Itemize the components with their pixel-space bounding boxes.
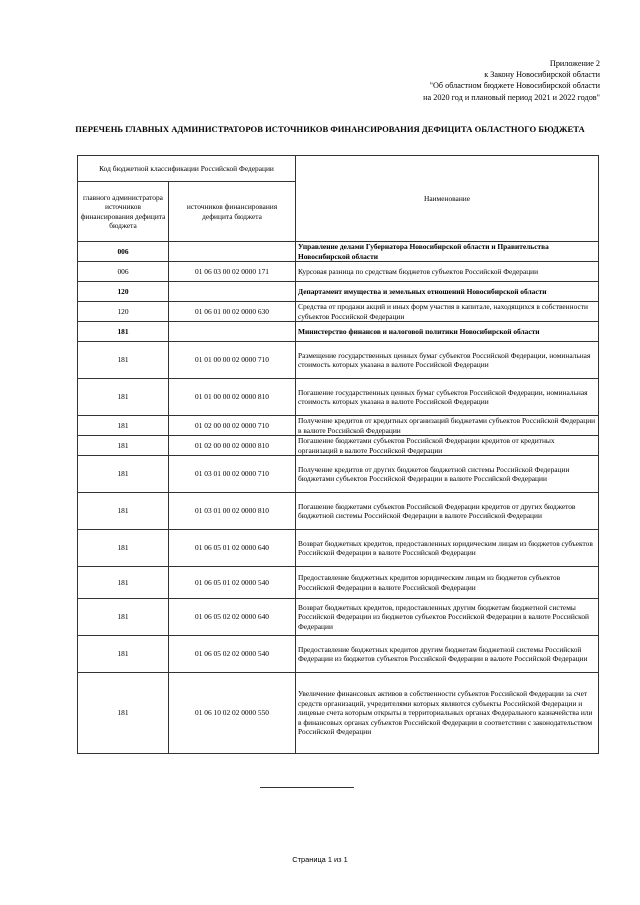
source-code-cell: 01 01 00 00 02 0000 810 <box>169 379 296 416</box>
admin-code-cell: 181 <box>78 599 169 636</box>
header-group: Код бюджетной классификации Российской Федерации <box>78 156 296 182</box>
source-code-cell <box>169 322 296 342</box>
source-code-cell: 01 06 05 02 02 0000 640 <box>169 599 296 636</box>
appendix-line: к Закону Новосибирской области <box>484 70 600 80</box>
name-cell: Министерство финансов и налоговой политики Новосибирской области <box>296 322 599 342</box>
source-code-cell: 01 06 05 01 02 0000 540 <box>169 567 296 599</box>
table-row <box>78 567 599 599</box>
admin-code-cell: 181 <box>78 456 169 493</box>
name-cell: Возврат бюджетных кредитов, предоставленных юридическим лицам из бюджетов субъектов Российской Федерации в валюте Российской Федерации <box>296 530 599 567</box>
appendix-line: Приложение 2 <box>549 59 600 68</box>
admin-code-cell: 006 <box>78 242 169 262</box>
admin-code-cell: 181 <box>78 379 169 416</box>
source-code-cell: 01 06 05 02 02 0000 540 <box>169 636 296 673</box>
admin-code-cell: 181 <box>78 567 169 599</box>
name-cell: Получение кредитов от кредитных организаций бюджетами субъектов Российской Федерации в валюте Российской Федерации <box>296 416 599 436</box>
source-code-cell <box>169 282 296 302</box>
name-cell: Возврат бюджетных кредитов, предоставленных другим бюджетам бюджетной системы Российской Федерации из бюджетов субъектов Российской Федерации в валюте Российской Федерации <box>296 599 599 636</box>
table-row <box>78 436 599 456</box>
source-code-cell <box>169 242 296 262</box>
table-row <box>78 242 599 262</box>
name-cell: Погашение бюджетами субъектов Российской Федерации кредитов от других бюджетов бюджетной системы Российской Федерации в валюте Российской Федерации <box>296 493 599 530</box>
name-cell: Управление делами Губернатора Новосибирской области и Правительства Новосибирской области <box>296 242 599 262</box>
source-code-cell: 01 06 05 01 02 0000 640 <box>169 530 296 567</box>
table-row <box>78 282 599 302</box>
admin-code-cell: 181 <box>78 530 169 567</box>
name-cell: Погашение бюджетами субъектов Российской Федерации кредитов от кредитных организаций в валюте Российской Федерации <box>296 436 599 456</box>
footer-divider <box>260 787 354 788</box>
source-code-cell: 01 02 00 00 02 0000 810 <box>169 436 296 456</box>
name-cell: Получение кредитов от других бюджетов бюджетной системы Российской Федерации бюджетами субъектов Российской Федерации в валюте Российской Федерации <box>296 456 599 493</box>
admin-code-cell: 181 <box>78 673 169 754</box>
table-row <box>78 673 599 754</box>
table-row <box>78 530 599 567</box>
admin-code-cell: 120 <box>78 282 169 302</box>
administrators-table <box>77 155 599 754</box>
appendix-line: на 2020 год и плановый период 2021 и 2022 годов" <box>423 92 600 102</box>
name-cell: Средства от продажи акций и иных форм участия в капитале, находящихся в собственности субъектов Российской Федерации <box>296 302 599 322</box>
table-row <box>78 416 599 436</box>
source-code-cell: 01 06 01 00 02 0000 630 <box>169 302 296 322</box>
document-title: ПЕРЕЧЕНЬ ГЛАВНЫХ АДМИНИСТРАТОРОВ ИСТОЧНИКОВ ФИНАНСИРОВАНИЯ ДЕФИЦИТА ОБЛАСТНОГО БЮДЖЕТА <box>75 124 585 134</box>
admin-code-cell: 181 <box>78 416 169 436</box>
header-name: Наименование <box>296 156 599 242</box>
table-row <box>78 262 599 282</box>
header-admin: главного администратора источников финансирования дефицита бюджета <box>78 182 169 242</box>
admin-code-cell: 181 <box>78 636 169 673</box>
admin-code-cell: 120 <box>78 302 169 322</box>
source-code-cell: 01 02 00 00 02 0000 710 <box>169 416 296 436</box>
table-row <box>78 302 599 322</box>
admin-code-cell: 181 <box>78 342 169 379</box>
table-row <box>78 493 599 530</box>
appendix-header <box>280 58 600 103</box>
name-cell: Погашение государственных ценных бумаг субъектов Российской Федерации, номинальная стоимость которых указана в валюте Российской Федерации <box>296 379 599 416</box>
admin-code-cell: 181 <box>78 322 169 342</box>
name-cell: Предоставление бюджетных кредитов юридическим лицам из бюджетов субъектов Российской Федерации в валюте Российской Федерации <box>296 567 599 599</box>
header-source: источников финансирования дефицита бюджета <box>169 182 296 242</box>
name-cell: Департамент имущества и земельных отношений Новосибирской области <box>296 282 599 302</box>
admin-code-cell: 181 <box>78 493 169 530</box>
source-code-cell: 01 03 01 00 02 0000 710 <box>169 456 296 493</box>
table-row <box>78 636 599 673</box>
admin-code-cell: 181 <box>78 436 169 456</box>
name-cell: Предоставление бюджетных кредитов другим бюджетам бюджетной системы Российской Федерации из бюджетов субъектов Российской Федерации в валюте Российской Федерации <box>296 636 599 673</box>
source-code-cell: 01 06 03 00 02 0000 171 <box>169 262 296 282</box>
name-cell: Курсовая разница по средствам бюджетов субъектов Российской Федерации <box>296 262 599 282</box>
page-number: Страница 1 из 1 <box>292 855 348 864</box>
table-row <box>78 322 599 342</box>
name-cell: Размещение государственных ценных бумаг субъектов Российской Федерации, номинальная стоимость которых указана в валюте Российской Федерации <box>296 342 599 379</box>
name-cell: Увеличение финансовых активов в собственности субъектов Российской Федерации за счет средств организаций, учредителями которых являются субъекты Российской Федерации и лицевые счета которым открыты в территориальных органах Федерального казначейства или в финансовых органах субъектов Российской Федерации в соответствии с законодательством Российской Федерации <box>296 673 599 754</box>
source-code-cell: 01 06 10 02 02 0000 550 <box>169 673 296 754</box>
table-row <box>78 456 599 493</box>
table-row <box>78 599 599 636</box>
source-code-cell: 01 01 00 00 02 0000 710 <box>169 342 296 379</box>
table-row <box>78 342 599 379</box>
table-row <box>78 379 599 416</box>
appendix-line: "Об областном бюджете Новосибирской области <box>429 81 600 91</box>
admin-code-cell: 006 <box>78 262 169 282</box>
source-code-cell: 01 03 01 00 02 0000 810 <box>169 493 296 530</box>
